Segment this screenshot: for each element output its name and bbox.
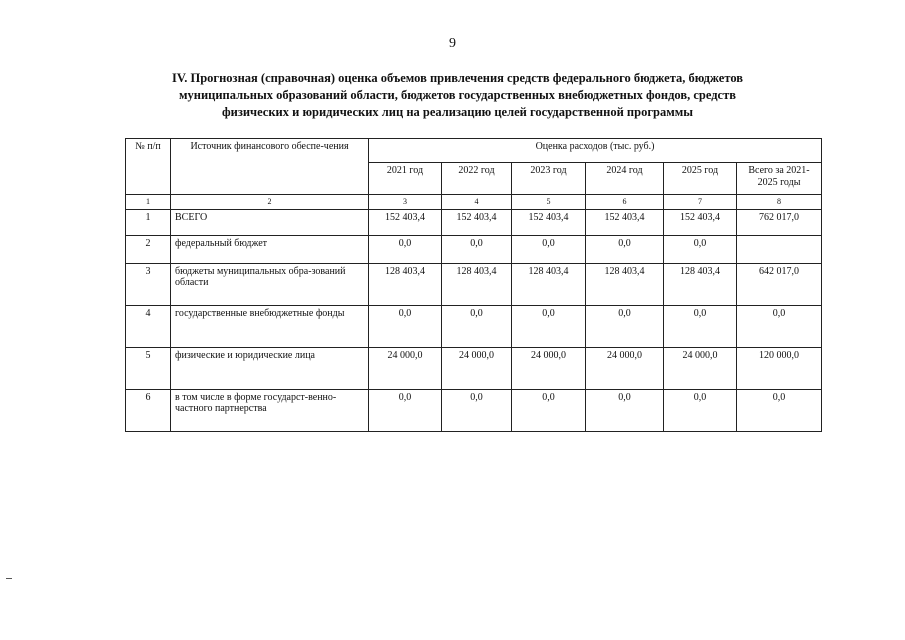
row-number: 6: [126, 390, 171, 432]
cell-2021: 128 403,4: [369, 264, 442, 306]
cell-2021: 24 000,0: [369, 348, 442, 390]
col-num-5: 5: [512, 195, 586, 210]
section-title-line-1: IV. Прогнозная (справочная) оценка объемов привлечения средств федерального бюджета, бюджетов: [171, 71, 744, 85]
cell-2023: 24 000,0: [512, 348, 586, 390]
col-num-4: 4: [442, 195, 512, 210]
cell-2025: 0,0: [664, 306, 737, 348]
cell-2023: 128 403,4: [512, 264, 586, 306]
header-year-2023: 2023 год: [512, 163, 586, 195]
cell-2022: 152 403,4: [442, 210, 512, 236]
row-source: физические и юридические лица: [171, 348, 369, 390]
col-num-1: 1: [126, 195, 171, 210]
cell-total: 0,0: [737, 390, 822, 432]
table-row: [126, 390, 822, 432]
cell-2023: 0,0: [512, 390, 586, 432]
cell-2023: 0,0: [512, 236, 586, 264]
cell-2025: 0,0: [664, 236, 737, 264]
cell-total: [737, 236, 822, 264]
row-number: 5: [126, 348, 171, 390]
table-row: [126, 264, 822, 306]
col-num-2: 2: [171, 195, 369, 210]
cell-total: 120 000,0: [737, 348, 822, 390]
table-row: [126, 210, 822, 236]
col-num-7: 7: [664, 195, 737, 210]
row-number: 3: [126, 264, 171, 306]
cell-total: 762 017,0: [737, 210, 822, 236]
cell-2022: 0,0: [442, 236, 512, 264]
cell-2022: 24 000,0: [442, 348, 512, 390]
header-estimate: Оценка расходов (тыс. руб.): [369, 139, 822, 163]
header-year-2021: 2021 год: [369, 163, 442, 195]
row-number: 2: [126, 236, 171, 264]
budget-table: [125, 138, 822, 432]
table-row: [126, 306, 822, 348]
header-total: Всего за 2021-2025 годы: [737, 163, 822, 195]
cell-2021: 0,0: [369, 390, 442, 432]
column-number-row: [126, 195, 822, 210]
cell-2024: 24 000,0: [586, 348, 664, 390]
header-year-2025: 2025 год: [664, 163, 737, 195]
cell-2021: 152 403,4: [369, 210, 442, 236]
header-source: Источник финансового обеспе-чения: [171, 139, 369, 195]
cell-2024: 128 403,4: [586, 264, 664, 306]
cell-2022: 0,0: [442, 306, 512, 348]
table-row: [126, 236, 822, 264]
row-number: 4: [126, 306, 171, 348]
margin-mark: [6, 578, 12, 579]
cell-2024: 0,0: [586, 390, 664, 432]
cell-2023: 0,0: [512, 306, 586, 348]
row-source: федеральный бюджет: [171, 236, 369, 264]
row-source: ВСЕГО: [171, 210, 369, 236]
cell-2021: 0,0: [369, 306, 442, 348]
cell-2024: 0,0: [586, 236, 664, 264]
page-number: 9: [449, 36, 456, 51]
cell-2022: 0,0: [442, 390, 512, 432]
cell-total: 0,0: [737, 306, 822, 348]
row-source: бюджеты муниципальных обра-зований области: [171, 264, 369, 306]
cell-2024: 0,0: [586, 306, 664, 348]
col-num-8: 8: [737, 195, 822, 210]
cell-2024: 152 403,4: [586, 210, 664, 236]
cell-2021: 0,0: [369, 236, 442, 264]
row-source: в том числе в форме государст-венно-частного партнерства: [171, 390, 369, 432]
cell-total: 642 017,0: [737, 264, 822, 306]
col-num-3: 3: [369, 195, 442, 210]
section-title-line-3: физических и юридических лиц на реализацию целей государственной программы: [221, 105, 693, 119]
table-row: [126, 348, 822, 390]
row-source: государственные внебюджетные фонды: [171, 306, 369, 348]
header-year-2024: 2024 год: [586, 163, 664, 195]
row-number: 1: [126, 210, 171, 236]
cell-2025: 128 403,4: [664, 264, 737, 306]
cell-2025: 24 000,0: [664, 348, 737, 390]
col-num-6: 6: [586, 195, 664, 210]
cell-2023: 152 403,4: [512, 210, 586, 236]
cell-2022: 128 403,4: [442, 264, 512, 306]
header-year-2022: 2022 год: [442, 163, 512, 195]
section-title: [110, 70, 805, 121]
cell-2025: 152 403,4: [664, 210, 737, 236]
section-title-line-2: муниципальных образований области, бюджетов государственных внебюджетных фондов, средств: [178, 88, 736, 102]
cell-2025: 0,0: [664, 390, 737, 432]
header-num: № п/п: [126, 139, 171, 195]
